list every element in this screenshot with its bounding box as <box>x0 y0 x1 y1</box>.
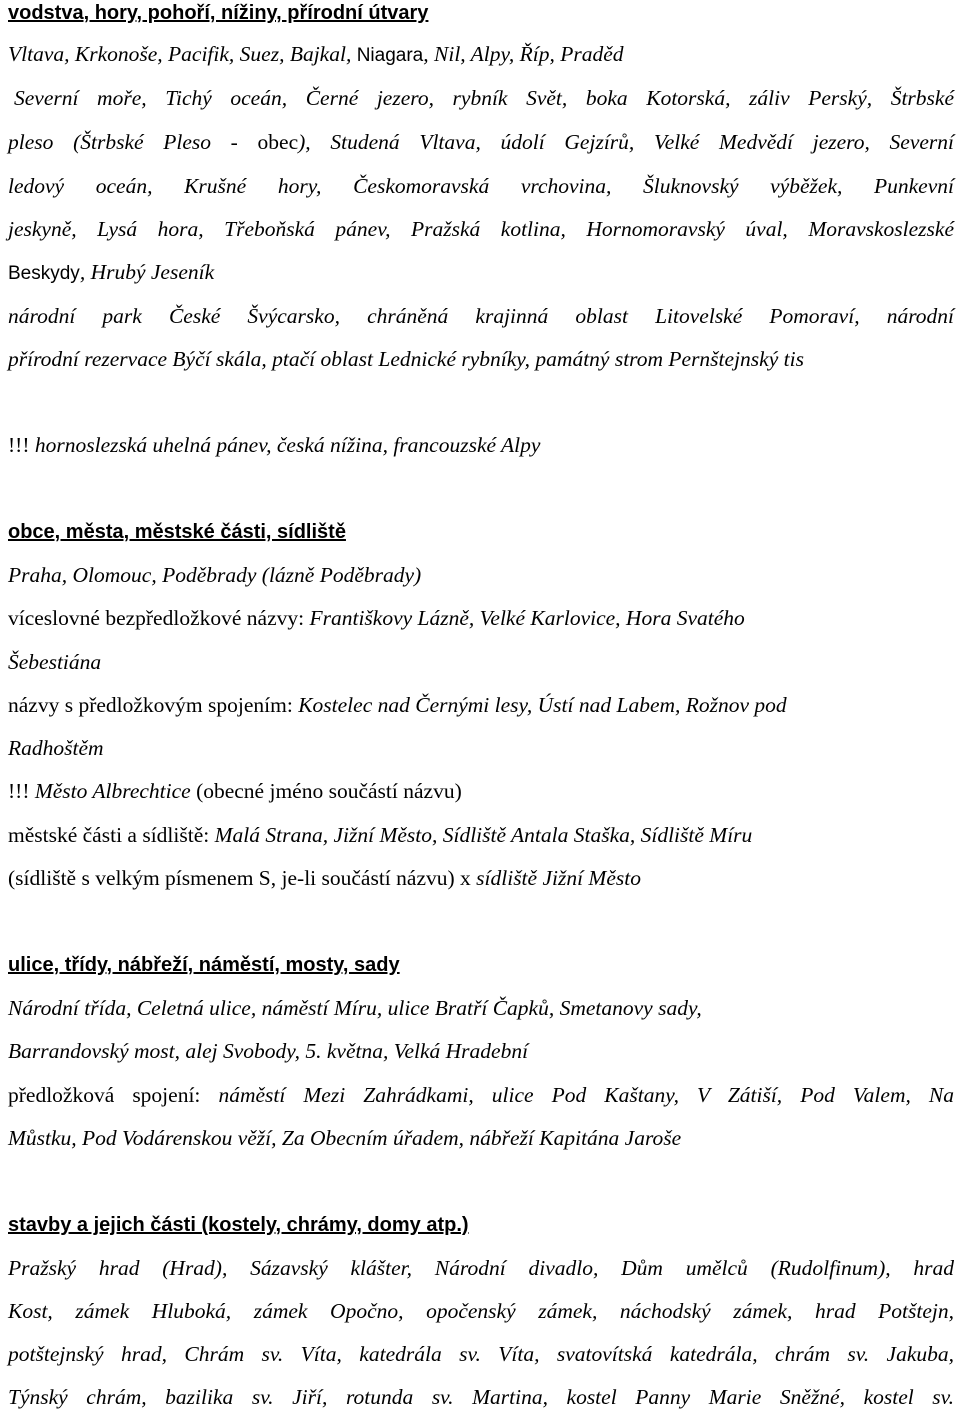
text-italic: Město Albrechtice <box>34 779 191 803</box>
text-line <box>8 1082 954 1108</box>
text-italic: sídliště Jižní Město <box>476 866 641 890</box>
section-heading-waters: vodstva, hory, pohoří, nížiny, přírodní útvary <box>8 2 429 24</box>
text-line: Kost, zámek Hluboká, zámek Opočno, opočenský zámek, náchodský zámek, hrad Potštejn, <box>8 1299 954 1323</box>
text-line <box>8 129 954 155</box>
text-italic: Malá Strana, Jižní Město, Sídliště Antala Staška, Sídliště Míru <box>214 823 753 847</box>
text-line <box>8 822 752 848</box>
text-line: jeskyně, Lysá hora, Třeboňská pánev, Pražská kotlina, Hornomoravský úval, Moravskoslezské <box>8 217 954 241</box>
text-italic: , Nil, Alpy, Říp, Praděd <box>423 42 624 66</box>
text-line <box>8 692 787 718</box>
text-line <box>8 41 624 67</box>
text-italic: , Hrubý Jeseník <box>79 260 215 284</box>
text-line: Týnský chrám, bazilika sv. Jiří, rotunda sv. Martina, kostel Panny Marie Sněžné, kostel sv. <box>8 1385 954 1409</box>
text-line: Radhoštěm <box>8 736 104 760</box>
text-plain: !!! <box>8 433 35 457</box>
text-italic: pleso (Štrbské Pleso - <box>8 130 258 154</box>
text-plain: názvy s předložkovým spojením: <box>8 693 299 717</box>
text-line <box>8 432 540 458</box>
section-heading-buildings: stavby a jejich části (kostely, chrámy, domy atp.) <box>8 1214 469 1236</box>
text-line <box>8 259 214 285</box>
text-italic: Kostelec nad Černými lesy, Ústí nad Labem, Rožnov pod <box>298 693 787 717</box>
text-line <box>8 605 745 631</box>
text-plain: víceslovné bezpředložkové názvy: <box>8 606 310 630</box>
text-line <box>8 778 462 804</box>
text-line: ledový oceán, Krušné hory, Českomoravská vrchovina, Šluknovský výběžek, Punkevní <box>8 174 954 198</box>
text-line: potštejnský hrad, Chrám sv. Víta, katedrála sv. Víta, svatovítská katedrála, chrám sv. Jakuba, <box>8 1342 954 1366</box>
text-plain: (obecné jméno součástí názvu) <box>190 779 462 803</box>
text-plain: Beskydy <box>8 263 80 284</box>
text-italic: hornoslezská uhelná pánev, česká nížina, francouzské Alpy <box>34 433 541 457</box>
section-heading-towns: obce, města, městské části, sídliště <box>8 521 346 543</box>
text-line: Národní třída, Celetná ulice, náměstí Míru, ulice Bratří Čapků, Smetanovy sady, <box>8 996 702 1020</box>
text-line: Pražský hrad (Hrad), Sázavský klášter, Národní divadlo, Dům umělců (Rudolfinum), hrad <box>8 1256 954 1280</box>
text-line: Můstku, Pod Vodárenskou věží, Za Obecním úřadem, nábřeží Kapitána Jaroše <box>8 1126 682 1150</box>
text-italic: Vltava, Krkonoše, Pacifik, Suez, Bajkal, <box>8 42 357 66</box>
text-line: Severní moře, Tichý oceán, Černé jezero, rybník Svět, boka Kotorská, záliv Perský, Štrbské <box>14 86 954 110</box>
text-plain: !!! <box>8 779 35 803</box>
text-plain: (sídliště s velkým písmenem S, je-li součástí názvu) x <box>8 866 477 890</box>
text-line <box>8 865 641 891</box>
section-heading-streets: ulice, třídy, nábřeží, náměstí, mosty, sady <box>8 954 400 976</box>
text-plain: obec <box>257 130 299 154</box>
text-italic: náměstí Mezi Zahrádkami, ulice Pod Kaštany, V Zátiší, Pod Valem, Na <box>218 1083 954 1107</box>
text-italic: ), Studená Vltava, údolí Gejzírů, Velké Medvědí jezero, Severní <box>298 130 955 154</box>
text-plain: Niagara <box>356 45 424 66</box>
text-plain: předložková spojení: <box>8 1083 219 1107</box>
text-line: přírodní rezervace Býčí skála, ptačí oblast Lednické rybníky, památný strom Pernštejnský tis <box>8 347 804 371</box>
text-line: Barrandovský most, alej Svobody, 5. května, Velká Hradební <box>8 1039 529 1063</box>
text-plain: městské části a sídliště: <box>8 823 215 847</box>
text-italic: Františkovy Lázně, Velké Karlovice, Hora Svatého <box>309 606 745 630</box>
text-line: národní park České Švýcarsko, chráněná krajinná oblast Litovelské Pomoraví, národní <box>8 304 954 328</box>
text-line: Praha, Olomouc, Poděbrady (lázně Poděbrady) <box>8 563 422 587</box>
text-line: Šebestiána <box>8 650 102 674</box>
